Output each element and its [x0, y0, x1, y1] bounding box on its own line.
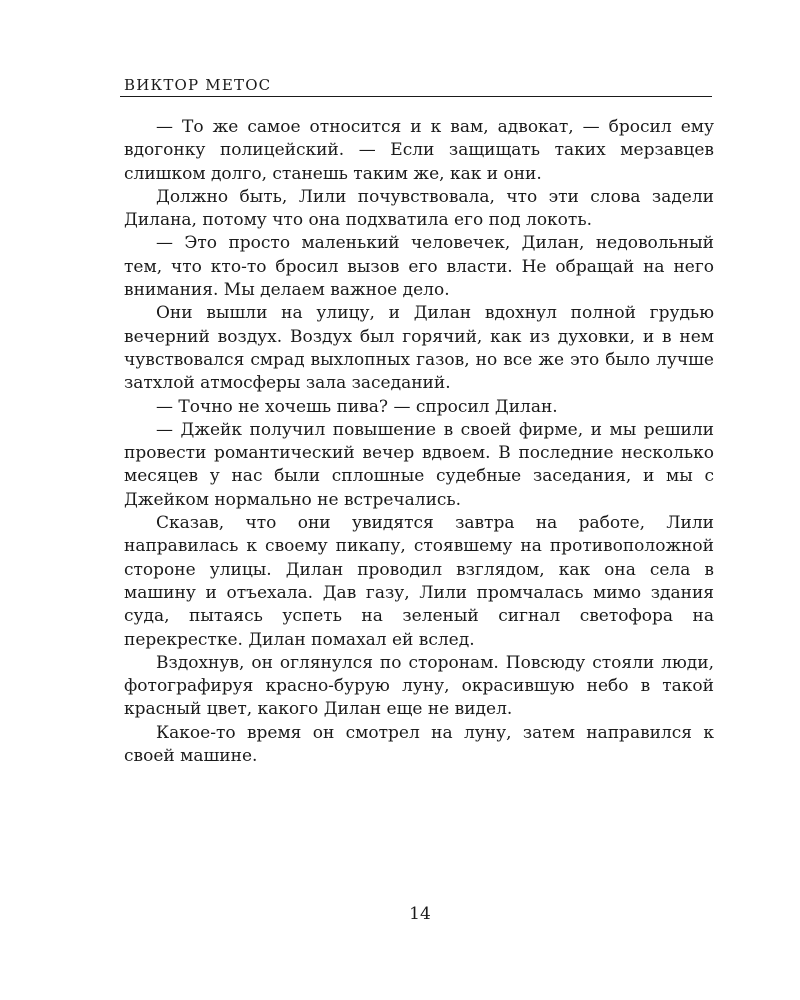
paragraph: — Это просто маленький человечек, Дилан, недовольный тем, что кто-то бросил вызов его власти. Не обращай на него внимания. Мы делаем важное дело.: [124, 233, 714, 301]
paragraph: Сказав, что они увидятся завтра на работе, Лили направилась к своему пикапу, стоявшему на противоположной стороне улицы. Дилан проводил взглядом, как она села в машину и отъехала. Дав газу, Лили промчалась мимо здания суда, пытаясь успеть на зеленый сигнал светофора на перекрестке. Дилан помахал ей вслед.: [124, 513, 714, 650]
running-head-author: ВИКТОР МЕТОС: [124, 76, 272, 94]
paragraph: — Точно не хочешь пива? — спросил Дилан.: [156, 396, 558, 417]
paragraph: — Джейк получил повышение в своей фирме, и мы решили провести романтический вечер вдвоем. В последние несколько месяцев у нас были сплошные судебные заседания, и мы с Джейком нормально не встречались.: [124, 419, 714, 510]
header-rule: [120, 96, 712, 97]
page-number: 14: [409, 904, 431, 924]
paragraph: — То же самое относится и к вам, адвокат, — бросил ему вдогонку полицейский. — Если защищать таких мерзавцев слишком долго, станешь таким же, как и они.: [124, 117, 714, 184]
paragraph: Они вышли на улицу, и Дилан вдохнул полной грудью вечерний воздух. Воздух был горячий, как из духовки, и в нем чувствовался смрад выхлопных газов, но все же это было лучше затхлой атмосферы зала заседаний.: [124, 303, 714, 394]
paragraph: Вздохнув, он оглянулся по сторонам. Повсюду стояли люди, фотографируя красно-бурую луну, окрасившую небо в такой красный цвет, какого Дилан еще не видел.: [124, 652, 714, 720]
paragraph: Какое-то время он смотрел на луну, затем направился к своей машине.: [124, 722, 714, 767]
body-text: [124, 116, 714, 768]
paragraph: Должно быть, Лили почувствовала, что эти слова задели Дилана, потому что она подхватила его под локоть.: [124, 186, 714, 231]
